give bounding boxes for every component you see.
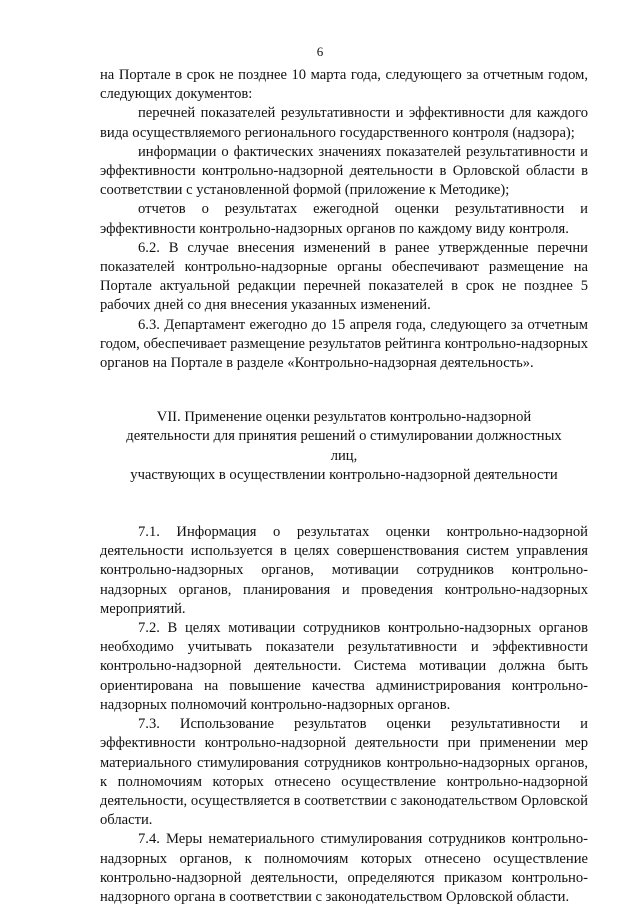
paragraph: информации о фактических значениях показателей результативности и эффективности контрольно-надзорной деятельности в Орловской области в соответствии с установленной формой (приложение к Методике); <box>100 143 588 199</box>
paragraph: отчетов о результатах ежегодной оценки результативности и эффективности контрольно-надзорных органов по каждому виду контроля. <box>100 201 588 237</box>
paragraph: перечней показателей результативности и эффективности для каждого вида осуществляемого регионального государственного контроля (надзора); <box>100 105 588 141</box>
section-vi-continuation <box>100 66 588 373</box>
paragraph: 7.3. Использование результатов оценки результативности и эффективности контрольно-надзорной деятельности при применении мер материального стимулирования сотрудников контрольно-надзорных органов, к полномочиям которых отнесено осуществление контрольно-надзорной деятельности, осуществляется в соответствии с законодательством Орловской области. <box>100 716 588 829</box>
page-number: 6 <box>316 44 324 59</box>
paragraph: 6.2. В случае внесения изменений в ранее утвержденные перечни показателей контрольно-надзорные органы обеспечивают размещение на Портале актуальной редакции перечней показателей в срок не позднее 5 рабочих дней со дня внесения указанных изменений. <box>100 239 588 314</box>
heading-line: деятельности для принятия решений о стимулировании должностных лиц, <box>126 428 562 464</box>
document-body <box>100 66 588 907</box>
section-vii-heading <box>112 408 576 485</box>
heading-line: VII. Применение оценки результатов контрольно-надзорной <box>156 409 532 426</box>
paragraph: 7.2. В целях мотивации сотрудников контрольно-надзорных органов необходимо учитывать показатели результативности и эффективности контрольно-надзорной деятельности. Система мотивации должна быть ориентирована на повышение качества администрирования контрольно-надзорных полномочий контрольно-надзорных органов. <box>100 620 588 713</box>
paragraph: на Портале в срок не позднее 10 марта года, следующего за отчетным годом, следующих документов: <box>100 67 588 103</box>
paragraph: 7.4. Меры нематериального стимулирования сотрудников контрольно-надзорных органов, к полномочиям которых отнесено осуществление контрольно-надзорной деятельности, определяются приказом контрольно-надзорного органа в соответствии с законодательством Орловской области. <box>100 831 588 905</box>
heading-line: участвующих в осуществлении контрольно-надзорной деятельности <box>130 466 558 483</box>
section-vii-body <box>100 523 588 907</box>
paragraph: 7.1. Информация о результатах оценки контрольно-надзорной деятельности используется в целях совершенствования систем управления контрольно-надзорных органов, мотивации сотрудников контрольно-надзорных органов, планирования и проведения контрольно-надзорных мероприятий. <box>100 524 588 617</box>
paragraph: 6.3. Департамент ежегодно до 15 апреля года, следующего за отчетным годом, обеспечивает размещение результатов рейтинга контрольно-надзорных органов на Портале в разделе «Контрольно-надзорная деятельность». <box>100 316 588 372</box>
